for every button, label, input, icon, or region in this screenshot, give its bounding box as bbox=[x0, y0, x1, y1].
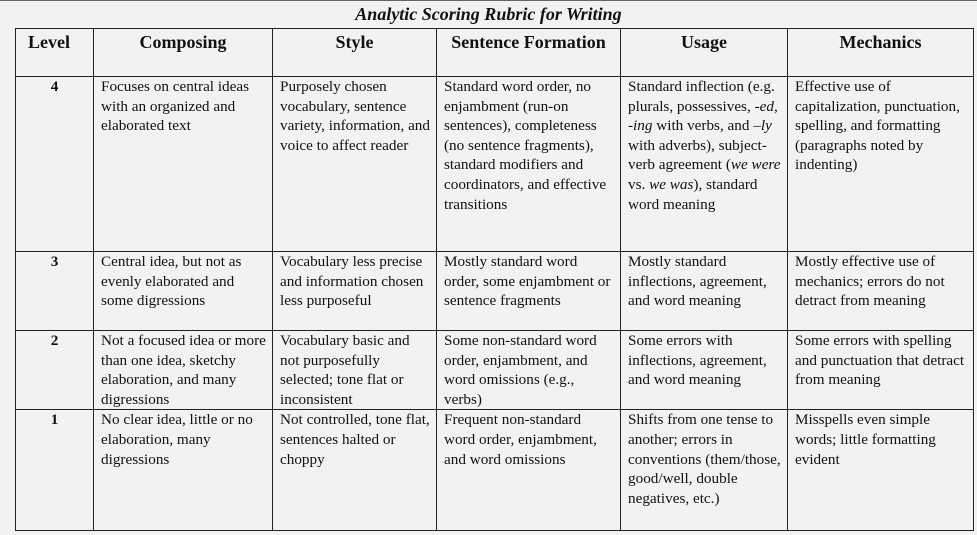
composing-cell: Focuses on central ideas with an organized and elaborated text bbox=[94, 77, 273, 252]
usage-cell bbox=[621, 77, 788, 252]
level-cell: 4 bbox=[16, 77, 94, 252]
composing-cell: Central idea, but not as evenly elaborated and some digressions bbox=[94, 252, 273, 331]
header-sentence-formation: Sentence Formation bbox=[437, 29, 621, 77]
header-level: Level bbox=[16, 29, 94, 77]
level-cell: 3 bbox=[16, 252, 94, 331]
header-usage: Usage bbox=[621, 29, 788, 77]
sentence-formation-cell: Some non-standard word order, enjambment, and word omissions (e.g., verbs) bbox=[437, 331, 621, 410]
usage-italic-ed: -ed bbox=[754, 97, 774, 115]
header-style: Style bbox=[273, 29, 437, 77]
sentence-formation-cell: Frequent non-standard word order, enjambment, and word omissions bbox=[437, 410, 621, 531]
sentence-formation-cell: Standard word order, no enjambment (run-on sentences), completeness (no sentence fragments), standard modifiers and coordinators, and effective transitions bbox=[437, 77, 621, 252]
table-row-level-1 bbox=[16, 410, 974, 531]
usage-cell: Mostly standard inflections, agreement, and word meaning bbox=[621, 252, 788, 331]
table-row-level-3 bbox=[16, 252, 974, 331]
mechanics-cell: Mostly effective use of mechanics; errors do not detract from meaning bbox=[788, 252, 974, 331]
page-title: Analytic Scoring Rubric for Writing bbox=[355, 4, 622, 24]
usage-text: Standard inflection (e.g. plurals, possessives, bbox=[628, 78, 775, 115]
usage-text: with adverbs), subject-verb agreement ( bbox=[628, 136, 767, 174]
mechanics-cell: Misspells even simple words; little formatting evident bbox=[788, 410, 974, 531]
usage-text: , bbox=[773, 97, 778, 115]
composing-cell: Not a focused idea or more than one idea, sketchy elaboration, and many digressions bbox=[94, 331, 273, 410]
mechanics-cell: Some errors with spelling and punctuation that detract from meaning bbox=[788, 331, 974, 410]
composing-cell: No clear idea, little or no elaboration, many digressions bbox=[94, 410, 273, 531]
level-cell: 1 bbox=[16, 410, 94, 531]
style-cell: Purposely chosen vocabulary, sentence variety, information, and voice to affect reader bbox=[273, 77, 437, 252]
usage-italic-ly: –ly bbox=[753, 117, 772, 135]
mechanics-cell: Effective use of capitalization, punctuation, spelling, and formatting (paragraphs noted by indenting) bbox=[788, 77, 974, 252]
rubric-table bbox=[15, 28, 974, 531]
header-mechanics: Mechanics bbox=[788, 29, 974, 77]
top-border-line bbox=[0, 0, 977, 1]
style-cell: Not controlled, tone flat, sentences halted or choppy bbox=[273, 410, 437, 531]
usage-italic-ing: -ing bbox=[628, 117, 653, 135]
sentence-formation-cell: Mostly standard word order, some enjambment or sentence fragments bbox=[437, 252, 621, 331]
header-composing: Composing bbox=[94, 29, 273, 77]
level-cell: 2 bbox=[16, 331, 94, 410]
style-cell: Vocabulary less precise and information chosen less purposeful bbox=[273, 252, 437, 331]
usage-text: vs. bbox=[628, 175, 650, 193]
table-row-level-4 bbox=[16, 77, 974, 252]
usage-cell: Some errors with inflections, agreement, and word meaning bbox=[621, 331, 788, 410]
usage-italic-we-was: we was bbox=[649, 175, 694, 193]
header-row bbox=[16, 29, 974, 77]
usage-cell: Shifts from one tense to another; errors in conventions (them/those, good/well, double negatives, etc.) bbox=[621, 410, 788, 531]
table-row-level-2 bbox=[16, 331, 974, 410]
usage-text: with verbs, and bbox=[652, 117, 754, 135]
usage-italic-we-were: we were bbox=[730, 156, 781, 174]
style-cell: Vocabulary basic and not purposefully selected; tone flat or inconsistent bbox=[273, 331, 437, 410]
usage-text: ), standard word meaning bbox=[628, 175, 758, 213]
